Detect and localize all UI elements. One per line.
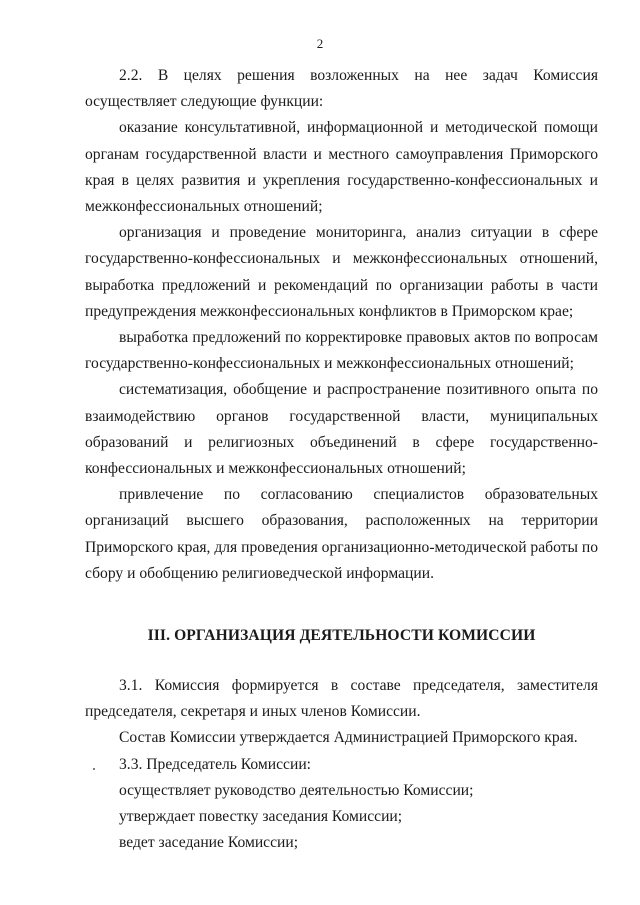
section-heading-iii: III. ОРГАНИЗАЦИЯ ДЕЯТЕЛЬНОСТИ КОМИССИИ: [147, 627, 536, 645]
paragraph-function-legal-acts: выработка предложений по корректировке правовых актов по вопросам государственно-конфессиональных и межконфессиональных отношений;: [85, 329, 598, 373]
paragraph-chair-duty-meeting: ведет заседание Комиссии;: [119, 834, 299, 852]
paragraph-2-2: 2.2. В целях решения возложенных на нее задач Комиссия осуществляет следующие функции:: [85, 67, 598, 111]
paragraph-3-3: 3.3. Председатель Комиссии:: [119, 755, 312, 773]
paragraph-function-experience: систематизация, обобщение и распространение позитивного опыта по взаимодействию органов государственной власти, муниципальных образований и религиозных объединений в сфере государственно-конфессиональных и межконфессиональных отношений;: [85, 381, 598, 478]
paragraph-commission-composition: Состав Комиссии утверждается Администрацией Приморского края.: [119, 729, 578, 747]
paragraph-chair-duty-agenda: утверждает повестку заседания Комиссии;: [119, 808, 403, 826]
page-number: 2: [316, 36, 324, 51]
document-body: [85, 63, 598, 856]
paragraph-function-specialists: привлечение по согласованию специалистов образовательных организаций высшего образования, расположенных на территории Приморского края, для проведения организационно-методической работы по сбору и обобщению религиоведческой информации.: [85, 486, 599, 582]
paragraph-function-monitoring: организация и проведение мониторинга, анализ ситуации в сфере государственно-конфессиональных и межконфессиональных отношений, выработка предложений и рекомендаций по организации работы в части предупреждения межконфессиональных конфликтов в Приморском крае;: [85, 224, 598, 320]
paragraph-chair-duty-leadership: осуществляет руководство деятельностью Комиссии;: [119, 781, 474, 799]
scan-speck: [93, 768, 95, 770]
paragraph-3-1: 3.1. Комиссия формируется в составе председателя, заместителя председателя, секретаря и иных членов Комиссии.: [85, 677, 598, 721]
paragraph-function-consulting: оказание консультативной, информационной и методической помощи органам государственной власти и местного самоуправления Приморского края в целях развития и укрепления государственно-конфессиональных и межконфессиональных отношений;: [85, 119, 598, 216]
